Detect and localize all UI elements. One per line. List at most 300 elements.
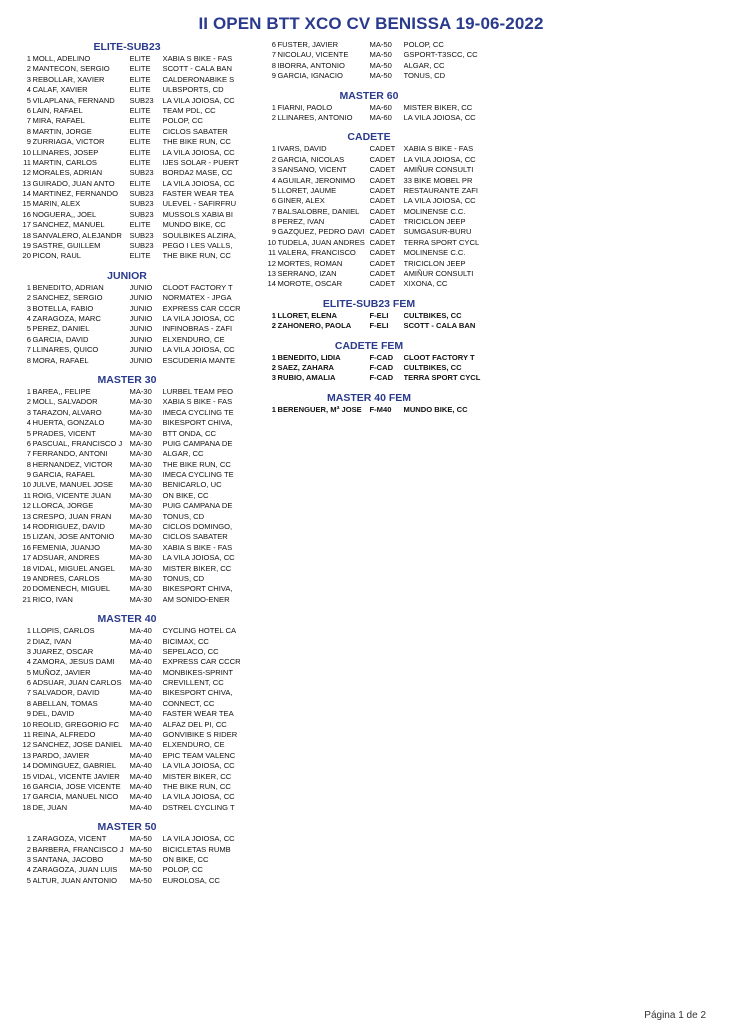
club: CALDERONABIKE S — [162, 74, 235, 84]
category: ELITE — [129, 251, 151, 261]
position: 14 — [22, 189, 31, 199]
rider-name: BALSALOBRE, DANIEL — [277, 206, 360, 216]
category: CADET — [369, 154, 396, 164]
rider-name: GARCIA, DAVID — [32, 334, 89, 344]
rider-name: VIDAL, VICENTE JAVIER — [32, 771, 120, 781]
club: SCOTT - CALA BAN — [403, 321, 476, 331]
result-row — [22, 865, 262, 875]
position: 1 — [26, 282, 31, 292]
rider-name: DOMENECH, MIGUEL — [32, 584, 111, 594]
rider-name: MORTES, ROMAN — [277, 258, 343, 268]
club: EUROLOSA, CC — [162, 875, 220, 885]
result-row — [22, 64, 262, 74]
rider-name: FEMENIA, JUANJO — [32, 542, 101, 552]
club: LA VILA JOIOSA, CC — [162, 95, 235, 105]
result-row — [22, 792, 262, 802]
club: TEAM PDL, CC — [162, 105, 216, 115]
category: SUB23 — [129, 189, 154, 199]
rider-name: FIARNI, PAOLO — [277, 102, 333, 112]
rider-name: GARCIA, IGNACIO — [277, 71, 343, 81]
result-row — [22, 668, 262, 678]
category: MA-30 — [129, 459, 152, 469]
category: SUB23 — [129, 168, 154, 178]
rider-name: NOGUERA,, JOEL — [32, 209, 97, 219]
position: 9 — [26, 709, 31, 719]
club: SOULBIKES ALZIRA, — [162, 230, 236, 240]
position: 10 — [22, 147, 31, 157]
position: 2 — [26, 64, 31, 74]
category-heading: MASTER 40 — [97, 613, 157, 626]
result-row — [22, 876, 262, 886]
category: CADET — [369, 196, 396, 206]
category: MA-30 — [129, 594, 152, 604]
club: ELXENDURO, CE — [162, 740, 225, 750]
rider-name: ALTUR, JUAN ANTONIO — [32, 875, 118, 885]
club: IMECA CYCLING TE — [162, 470, 234, 480]
club: CLOOT FACTORY T — [403, 352, 475, 362]
result-row — [22, 553, 262, 563]
category: CADET — [369, 258, 396, 268]
category: CADET — [369, 248, 396, 258]
result-row — [22, 460, 262, 470]
results-section — [22, 366, 262, 605]
club: CLOOT FACTORY T — [162, 282, 233, 292]
category-heading: JUNIOR — [107, 269, 147, 282]
position: 11 — [23, 157, 31, 167]
result-row — [22, 730, 262, 740]
rider-name: BENEDITO, LIDIA — [277, 352, 341, 362]
result-row — [22, 429, 262, 439]
category: MA-30 — [129, 532, 152, 542]
category: JUNIO — [129, 313, 153, 323]
position: 3 — [26, 646, 31, 656]
result-row — [22, 293, 262, 303]
category: ELITE — [129, 74, 151, 84]
rider-name: FERRANDO, ANTONI — [32, 449, 108, 459]
category: MA-40 — [129, 657, 152, 667]
category: JUNIO — [129, 345, 153, 355]
club: LA VILA JOIOSA, CC — [162, 834, 235, 844]
result-row — [22, 480, 262, 490]
club: LA VILA JOIOSA, CC — [403, 112, 476, 122]
rider-name: SANTANA, JACOBO — [32, 854, 104, 864]
position: 6 — [26, 334, 31, 344]
rider-name: BENEDITO, ADRIAN — [32, 282, 104, 292]
result-row — [22, 439, 262, 449]
position: 2 — [271, 321, 276, 331]
result-row — [264, 196, 514, 206]
position: 15 — [22, 771, 31, 781]
club: TONUS, CD — [403, 71, 446, 81]
category: MA-30 — [129, 490, 152, 500]
rider-name: SERRANO, IZAN — [277, 269, 337, 279]
club: BORDA2 MASE, CC — [162, 168, 233, 178]
result-row — [264, 103, 514, 113]
category: CADET — [369, 279, 396, 289]
club: 33 BIKE MOBEL PR — [403, 175, 473, 185]
result-row — [264, 279, 514, 289]
results-section — [264, 123, 514, 289]
club: AMIÑUR CONSULTI — [403, 165, 474, 175]
category: ELITE — [129, 126, 151, 136]
position: 1 — [26, 626, 31, 636]
rider-name: IVARS, DAVID — [277, 144, 327, 154]
position: 11 — [23, 490, 31, 500]
rider-name: PEREZ, IVAN — [277, 217, 325, 227]
position: 16 — [22, 542, 31, 552]
club: IMECA CYCLING TE — [162, 407, 234, 417]
club: EPIC TEAM VALENC — [162, 750, 236, 760]
result-row — [264, 353, 514, 363]
position: 4 — [26, 657, 31, 667]
club: BIKESPORT CHIVA, — [162, 418, 233, 428]
rider-name: HERNANDEZ, VICTOR — [32, 459, 113, 469]
category: MA-40 — [129, 730, 152, 740]
club: CULTBIKES, CC — [403, 310, 462, 320]
result-row — [22, 761, 262, 771]
position: 4 — [26, 418, 31, 428]
result-row — [22, 408, 262, 418]
club: EXPRESS CAR CCCR — [162, 657, 241, 667]
result-row — [22, 740, 262, 750]
position: 9 — [271, 227, 276, 237]
rider-name: PASCUAL, FRANCISCO J — [32, 438, 123, 448]
category: MA-40 — [129, 802, 152, 812]
club: TONUS, CD — [162, 511, 205, 521]
rider-name: GUIRADO, JUAN ANTO — [32, 178, 115, 188]
category: MA-30 — [129, 428, 152, 438]
category: MA-50 — [129, 865, 152, 875]
rider-name: SANCHEZ, MANUEL — [32, 220, 105, 230]
rider-name: RICO, IVAN — [32, 594, 73, 604]
rider-name: ROIG, VICENTE JUAN — [32, 490, 111, 500]
club: FASTER WEAR TEA — [162, 189, 234, 199]
position: 7 — [26, 345, 31, 355]
rider-name: REINA, ALFREDO — [32, 730, 96, 740]
category: CADET — [369, 165, 396, 175]
rider-name: LLINARES, JOSEP — [32, 147, 99, 157]
club: SEPELACO, CC — [162, 646, 219, 656]
rider-name: HUERTA, GONZALO — [32, 418, 105, 428]
club: FASTER WEAR TEA — [162, 709, 234, 719]
position: 19 — [22, 573, 31, 583]
category: ELITE — [129, 105, 151, 115]
club: RESTAURANTE ZAFI — [403, 185, 479, 195]
club: LA VILA JOIOSA, CC — [162, 147, 235, 157]
rider-name: PARDO, JAVIER — [32, 750, 90, 760]
category: MA-30 — [129, 573, 152, 583]
rider-name: VILAPLANA, FERNAND — [32, 95, 115, 105]
category: ELITE — [129, 54, 151, 63]
rider-name: ZARAGOZA, MARC — [32, 313, 101, 323]
rider-name: NICOLAU, VICENTE — [277, 50, 349, 60]
result-row — [22, 782, 262, 792]
category-heading: ELITE-SUB23 FEM — [322, 297, 416, 310]
category: MA-50 — [129, 854, 152, 864]
result-row — [22, 397, 262, 407]
result-row — [22, 688, 262, 698]
position: 8 — [26, 459, 31, 469]
rider-name: BERENGUER, Mª JOSE — [277, 404, 362, 414]
position: 17 — [22, 553, 31, 563]
category-heading: MASTER 60 — [339, 89, 399, 102]
position: 6 — [26, 678, 31, 688]
category: MA-30 — [129, 501, 152, 511]
position: 12 — [22, 740, 31, 750]
category: MA-40 — [129, 792, 152, 802]
category-heading: MASTER 50 — [97, 821, 157, 834]
result-row — [22, 158, 262, 168]
rider-name: LLORET, ELENA — [277, 310, 337, 320]
category: MA-30 — [129, 470, 152, 480]
club: ON BIKE, CC — [162, 490, 209, 500]
result-row — [22, 470, 262, 480]
club: PUIG CAMPANA DE — [162, 438, 233, 448]
club: LA VILA JOIOSA, CC — [162, 345, 235, 355]
club: INFINOBRAS - ZAFI — [162, 324, 233, 334]
results-section — [22, 605, 262, 813]
results-section — [264, 290, 514, 332]
position: 18 — [22, 802, 31, 812]
club: MISTER BIKER, CC — [162, 563, 232, 573]
page-number: Página 1 de 2 — [644, 1010, 706, 1021]
category: MA-40 — [129, 719, 152, 729]
rider-name: PICON, RAUL — [32, 251, 82, 261]
club: LA VILA JOIOSA, CC — [403, 196, 476, 206]
category: MA-30 — [129, 397, 152, 407]
rider-name: MARTINEZ, FERNANDO — [32, 189, 119, 199]
position: 6 — [271, 196, 276, 206]
result-row — [264, 61, 514, 71]
result-row — [22, 584, 262, 594]
club: SCOTT - CALA BAN — [162, 64, 232, 74]
rider-name: GINER, ALEX — [277, 196, 325, 206]
club: TONUS, CD — [162, 573, 205, 583]
club: AM SONIDO-ENER — [162, 594, 230, 604]
result-row — [22, 522, 262, 532]
result-row — [264, 227, 514, 237]
position: 2 — [26, 293, 31, 303]
position: 10 — [22, 480, 31, 490]
category: MA-30 — [129, 438, 152, 448]
rider-name: BAREA,, FELIPE — [32, 386, 91, 396]
results-section — [22, 40, 262, 262]
result-row — [264, 71, 514, 81]
rider-name: TARAZON, ALVARO — [32, 407, 102, 417]
position: 4 — [26, 313, 31, 323]
club: AMIÑUR CONSULTI — [403, 269, 474, 279]
category: MA-40 — [129, 667, 152, 677]
position: 3 — [26, 74, 31, 84]
rider-name: MOLL, SALVADOR — [32, 397, 98, 407]
results-section — [22, 813, 262, 886]
result-row — [22, 356, 262, 366]
position: 2 — [26, 636, 31, 646]
position: 1 — [271, 102, 276, 112]
category: MA-40 — [129, 740, 152, 750]
position: 12 — [267, 258, 276, 268]
result-row — [22, 54, 262, 64]
position: 12 — [22, 168, 31, 178]
rider-name: SALVADOR, DAVID — [32, 688, 100, 698]
position: 4 — [26, 85, 31, 95]
rider-name: SANVALERO, ALEJANDR — [32, 230, 122, 240]
result-row — [264, 405, 514, 415]
category: MA-40 — [129, 646, 152, 656]
result-row — [22, 720, 262, 730]
club: IJES SOLAR - PUERT — [162, 157, 239, 167]
rider-name: SANSANO, VICENT — [277, 165, 347, 175]
position: 12 — [22, 501, 31, 511]
result-row — [22, 418, 262, 428]
position: 5 — [26, 95, 31, 105]
result-row — [22, 85, 262, 95]
result-row — [264, 176, 514, 186]
position: 3 — [271, 165, 276, 175]
rider-name: GARCIA, MANUEL NICO — [32, 792, 119, 802]
club: BICICLETAS RUMB — [162, 844, 231, 854]
position: 20 — [22, 251, 31, 261]
result-row — [22, 387, 262, 397]
rider-name: RUBIO, AMALIA — [277, 373, 336, 383]
category: MA-50 — [369, 71, 392, 81]
rider-name: ZAHONERO, PAOLA — [277, 321, 352, 331]
position: 16 — [22, 209, 31, 219]
category: SUB23 — [129, 241, 154, 251]
category: CADET — [369, 269, 396, 279]
result-row — [22, 855, 262, 865]
position: 5 — [26, 428, 31, 438]
club: LA VILA JOIOSA, CC — [403, 154, 476, 164]
position: 10 — [22, 719, 31, 729]
result-row — [264, 186, 514, 196]
category: MA-40 — [129, 678, 152, 688]
result-row — [22, 335, 262, 345]
category: CADET — [369, 144, 396, 154]
rider-name: REOLID, GREGORIO FC — [32, 719, 119, 729]
category: CADET — [369, 217, 396, 227]
category: MA-50 — [129, 834, 152, 844]
rider-name: ABELLAN, TOMAS — [32, 698, 98, 708]
result-row — [22, 168, 262, 178]
rider-name: GARCIA, NICOLAS — [277, 154, 345, 164]
club: THE BIKE RUN, CC — [162, 137, 231, 147]
position: 1 — [26, 54, 31, 63]
rider-name: IBORRA, ANTONIO — [277, 60, 345, 70]
club: BENICARLO, UC — [162, 480, 222, 490]
category: MA-40 — [129, 782, 152, 791]
rider-name: CALAF, XAVIER — [32, 85, 88, 95]
category: MA-30 — [129, 553, 152, 563]
club: CYCLING HOTEL CA — [162, 626, 237, 636]
category-heading: MASTER 30 — [97, 373, 157, 386]
result-row — [22, 626, 262, 636]
result-row — [264, 207, 514, 217]
result-row — [264, 50, 514, 60]
results-column-right — [264, 40, 514, 415]
club: CULTBIKES, CC — [403, 362, 462, 372]
club: ALGAR, CC — [162, 449, 204, 459]
club: THE BIKE RUN, CC — [162, 782, 231, 791]
category: MA-40 — [129, 626, 152, 636]
category: JUNIO — [129, 355, 153, 365]
category: MA-40 — [129, 698, 152, 708]
result-row — [22, 543, 262, 553]
position: 7 — [26, 449, 31, 459]
category: F-M40 — [369, 404, 392, 414]
club: TRICICLON JEEP — [403, 258, 466, 268]
club: MOLINENSE C.C. — [403, 206, 466, 216]
club: CICLOS DOMINGO, — [162, 522, 233, 532]
category: F-ELI — [369, 321, 389, 331]
position: 1 — [26, 386, 31, 396]
position: 15 — [22, 199, 31, 209]
category: MA-40 — [129, 750, 152, 760]
club: POLOP, CC — [403, 40, 444, 49]
club: LA VILA JOIOSA, CC — [162, 178, 235, 188]
club: GSPORT-T3SCC, CC — [403, 50, 478, 60]
category: CADET — [369, 237, 396, 247]
position: 6 — [271, 40, 276, 49]
result-row — [22, 137, 262, 147]
rider-name: MOLL, ADELINO — [32, 54, 91, 63]
rider-name: DE, JUAN — [32, 802, 68, 812]
rider-name: MANTECON, SERGIO — [32, 64, 110, 74]
position: 8 — [26, 698, 31, 708]
rider-name: MARTIN, CARLOS — [32, 157, 97, 167]
result-row — [264, 40, 514, 50]
result-row — [22, 803, 262, 813]
result-row — [264, 217, 514, 227]
position: 10 — [267, 237, 276, 247]
category: CADET — [369, 175, 396, 185]
rider-name: ZURRIAGA, VICTOR — [32, 137, 105, 147]
club: MUSSOLS XABIA BI — [162, 209, 233, 219]
category: MA-30 — [129, 511, 152, 521]
results-column-left — [22, 40, 262, 886]
club: ESCUDERIA MANTE — [162, 355, 236, 365]
result-row — [22, 179, 262, 189]
result-row — [22, 751, 262, 761]
category: JUNIO — [129, 282, 153, 292]
club: TRICICLON JEEP — [403, 217, 466, 227]
club: CREVILLENT, CC — [162, 678, 224, 688]
result-row — [264, 311, 514, 321]
club: ULBSPORTS, CD — [162, 85, 224, 95]
result-row — [22, 845, 262, 855]
club: BIKESPORT CHIVA, — [162, 688, 233, 698]
rider-name: JULVE, MANUEL JOSE — [32, 480, 114, 490]
category: MA-50 — [369, 60, 392, 70]
result-row — [22, 564, 262, 574]
result-row — [22, 199, 262, 209]
club: LA VILA JOIOSA, CC — [162, 792, 235, 802]
category: SUB23 — [129, 95, 154, 105]
category: MA-40 — [129, 636, 152, 646]
club: ELXENDURO, CE — [162, 334, 225, 344]
position: 14 — [267, 279, 276, 289]
category: MA-40 — [129, 709, 152, 719]
result-row — [264, 269, 514, 279]
result-row — [22, 834, 262, 844]
position: 19 — [22, 241, 31, 251]
club: SUMGASUR-BURU — [403, 227, 472, 237]
club: XABIA S BIKE - FAS — [162, 397, 233, 407]
club: CONNECT, CC — [162, 698, 215, 708]
result-row — [22, 241, 262, 251]
position: 7 — [271, 206, 276, 216]
position: 8 — [271, 60, 276, 70]
